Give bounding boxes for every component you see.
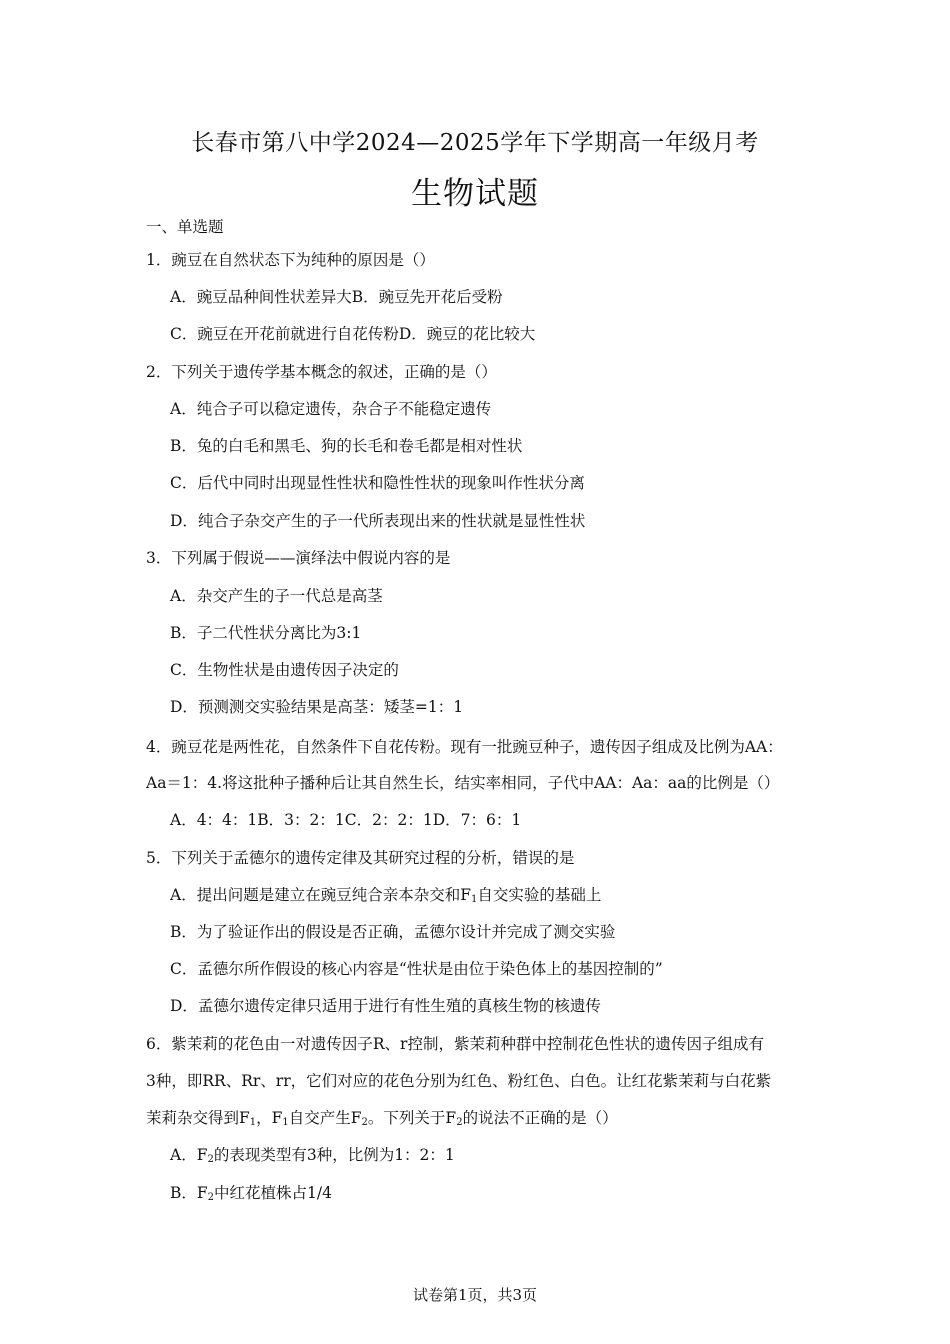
- subscript: 2: [456, 1117, 463, 1128]
- section-heading: 一、单选题: [146, 218, 224, 236]
- stem-text: 。下列关于F: [367, 1109, 457, 1127]
- question-3-stem: 3．下列属于假说——演绎法中假说内容的是: [146, 549, 451, 567]
- question-6-option-b: [170, 1183, 332, 1203]
- stem-text: ，F: [256, 1109, 283, 1127]
- option-text: B．F: [170, 1184, 208, 1202]
- question-3-option-b: B．子二代性状分离比为3:1: [170, 624, 362, 642]
- question-5-stem: 5．下列关于孟德尔的遗传定律及其研究过程的分析，错误的是: [146, 849, 575, 867]
- subscript: 1: [282, 1117, 289, 1128]
- subscript: 1: [249, 1117, 257, 1128]
- question-3-option-c: C．生物性状是由遗传因子决定的: [170, 661, 399, 679]
- question-4-stem-line-2: Aa＝1：4.将这批种子播种后让其自然生长，结实率相同，子代中AA：Aa：aa的比例是（）: [146, 774, 780, 792]
- question-1-option-row: A．豌豆品种间性状差异大B．豌豆先开花后受粉: [170, 288, 503, 306]
- page-footer: 试卷第1页，共3页: [412, 1286, 538, 1304]
- subscript: 2: [207, 1154, 214, 1165]
- question-4-options: A．4：4：1B．3：2：1C．2：2：1D．7：6：1: [170, 811, 522, 829]
- option-text: 的表现类型有3种，比例为1：2：1: [213, 1146, 455, 1164]
- question-5-option-c: C．孟德尔所作假设的核心内容是“性状是由位于染色体上的基因控制的”: [170, 960, 663, 978]
- subscript: 2: [207, 1192, 215, 1203]
- question-2-option-d: D．纯合子杂交产生的子一代所表现出来的性状就是显性性状: [170, 512, 586, 530]
- question-1-stem: 1．豌豆在自然状态下为纯种的原因是（）: [146, 251, 435, 269]
- question-5-option-a: [170, 885, 601, 905]
- question-6-stem-line-2: 3种，即RR、Rr、rr，它们对应的花色分别为红色、粉红色、白色。让红花紫茉莉与白花紫: [146, 1072, 772, 1090]
- question-6-stem-line-3: [146, 1108, 618, 1128]
- question-4-stem-line-1: 4．豌豆花是两性花，自然条件下自花传粉。现有一批豌豆种子，遗传因子组成及比例为AA：: [146, 738, 783, 756]
- exam-subtitle: 生物试题: [411, 176, 539, 212]
- stem-text: 茉莉杂交得到F: [146, 1109, 250, 1127]
- question-3-option-a: A．杂交产生的子一代总是高茎: [170, 587, 383, 605]
- subscript: 2: [361, 1117, 368, 1128]
- stem-text: 自交产生F: [288, 1109, 362, 1127]
- question-2-option-b: B．兔的白毛和黑毛、狗的长毛和卷毛都是相对性状: [170, 437, 523, 455]
- question-6-option-a: [170, 1145, 455, 1165]
- question-5-option-b: B．为了验证作出的假设是否正确，孟德尔设计并完成了测交实验: [170, 923, 616, 941]
- question-6-stem-line-1: 6．紫茉莉的花色由一对遗传因子R、r控制，紫茉莉种群中控制花色性状的遗传因子组成有: [146, 1035, 764, 1053]
- question-2-option-c: C．后代中同时出现显性性状和隐性性状的现象叫作性状分离: [170, 474, 585, 492]
- subscript: 1: [470, 894, 478, 905]
- option-text: 中红花植株占1/4: [214, 1184, 332, 1202]
- question-2-stem: 2．下列关于遗传学基本概念的叙述，正确的是（）: [146, 363, 497, 381]
- option-text: A．F: [170, 1146, 208, 1164]
- option-text: 自交实验的基础上: [477, 886, 602, 904]
- question-1-option-row: C．豌豆在开花前就进行自花传粉D．豌豆的花比较大: [170, 325, 536, 343]
- option-text: A．提出问题是建立在豌豆纯合亲本杂交和F: [170, 886, 471, 904]
- question-3-option-d: D．预测测交实验结果是高茎：矮茎=1：1: [170, 698, 464, 716]
- stem-text: 的说法不正确的是（）: [462, 1109, 618, 1127]
- exam-title: 长春市第八中学2024—2025学年下学期高一年级月考: [191, 130, 759, 156]
- question-2-option-a: A．纯合子可以稳定遗传，杂合子不能稳定遗传: [170, 400, 492, 418]
- question-5-option-d: D．孟德尔遗传定律只适用于进行有性生殖的真核生物的核遗传: [170, 997, 601, 1015]
